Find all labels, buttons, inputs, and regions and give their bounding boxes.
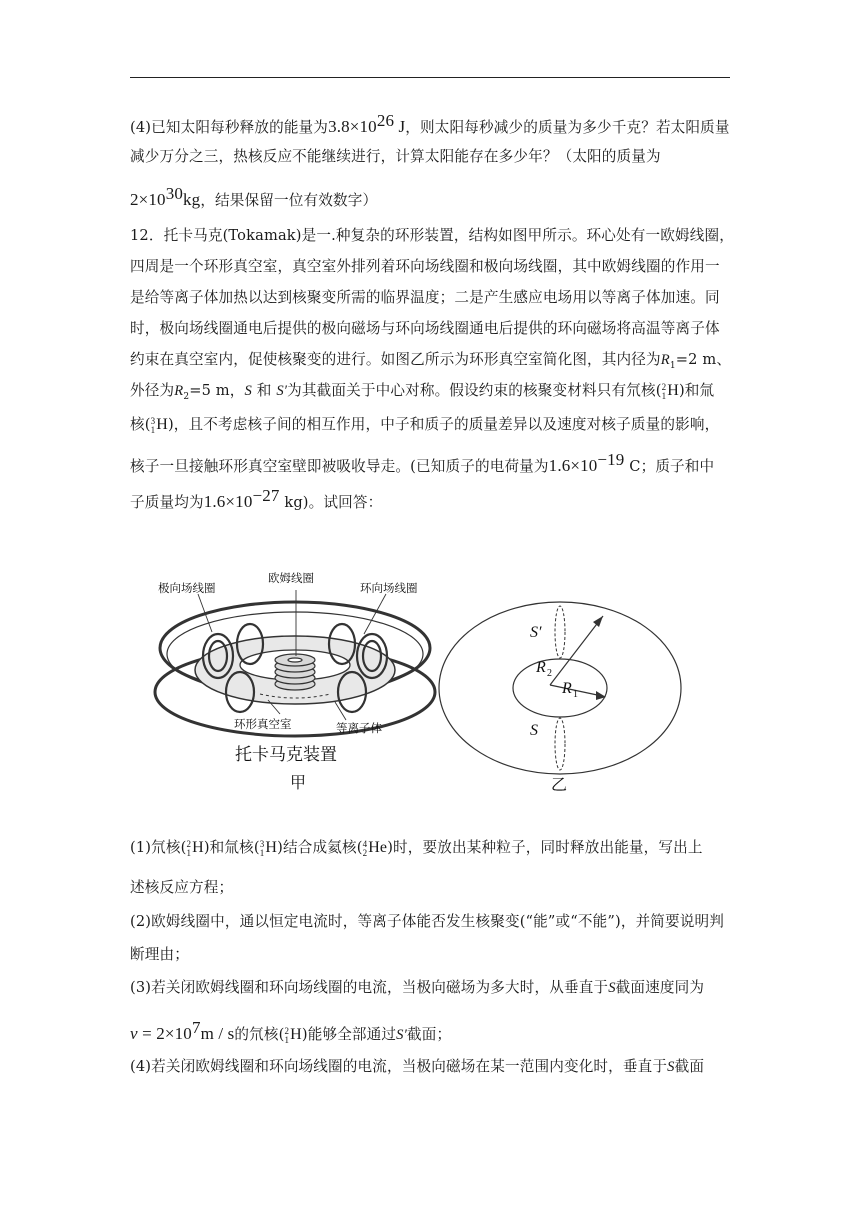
subq1-line1: (1)氘核( 2 1 H)和氚核( 3 1 H)结合成氦核( 4 2 He)时，要放出某种粒子，同时释放出能量，写出上	[130, 838, 703, 858]
deuterium-symbol: 2 1 H	[661, 381, 679, 401]
subq1-line2: 述核反应方程；	[130, 879, 234, 896]
inner-boundary	[513, 659, 607, 717]
q12-line9: 子质量均为$1.6\times 10^{-27}$ kg)。试回答：	[130, 486, 383, 511]
label-plasma: 等离子体	[336, 721, 382, 735]
tritium-symbol: 3 1 H	[150, 415, 168, 435]
svg-text:2: 2	[547, 668, 552, 679]
label-r2: R	[536, 659, 546, 676]
subq3-line2: $v = 2\times 10^7m / s$的氘核( 2 1 H)能够全部通过S′截面；	[130, 1018, 452, 1045]
ohm-coil	[275, 654, 315, 690]
subq2-line1: (2)欧姆线圈中，通以恒定电流时，等离子体能否发生核聚变(“能”或“不能”)，并简要说明判	[130, 913, 725, 930]
q12-line2: 四周是一个环形真空室，真空室外排列着环向场线圈和极向场线圈，其中欧姆线圈的作用一	[130, 258, 720, 275]
q12-line3: 是给等离子体加热以达到核聚变所需的临界温度；二是产生感应电场用以等离子体加速。同	[130, 289, 720, 306]
label-s: S	[530, 722, 538, 739]
section-s-prime	[555, 606, 565, 658]
label-vacuum-chamber: 环形真空室	[234, 717, 292, 731]
chamber-cross-section-figure	[430, 600, 690, 800]
svg-text:1: 1	[573, 689, 578, 700]
section-s	[555, 718, 565, 770]
subq4-line1: (4)若关闭欧姆线圈和环向场线圈的电流，当极向磁场在某一范围内变化时，垂直于S截面	[130, 1058, 705, 1075]
q12-line5: 约束在真空室内，促使核聚变的进行。如图乙所示为环形真空室简化图，其内径为$R_1=2$ m、	[130, 351, 732, 371]
header-rule	[130, 77, 730, 78]
q4-line2: 减少万分之三，热核反应不能继续进行，计算太阳能存在多少年？（太阳的质量为	[130, 148, 661, 165]
figure-caption: 托卡马克装置	[235, 745, 337, 765]
q12-line1: 12．托卡马克(Tokamak)是一.种复杂的环形装置，结构如图甲所示。环心处有一欧姆线圈，	[130, 227, 734, 244]
q12-line8: 核子一旦接触环形真空室壁即被吸收导走。(已知质子的电荷量为$1.6\times 10^{-19}$ C；质子和中	[130, 450, 715, 475]
q12-line6: 外径为$R_2=5$ m，S 和 S′为其截面关于中心对称。假设约束的核聚变材料只有氘核( 2 1 H)和氚	[130, 381, 715, 402]
subq2-line2: 断理由；	[130, 946, 189, 963]
q4-line1: (4)已知太阳每秒释放的能量为$3.8\times 10^{26}$ J，则太阳每秒减少的质量为多少千克？若太阳质量	[130, 111, 730, 136]
label-toroidal-coil: 环向场线圈	[360, 581, 418, 595]
label-poloidal-coil: 极向场线圈	[158, 581, 216, 595]
tokamak-device-figure	[150, 560, 440, 800]
figure-yi-label: 乙	[551, 775, 568, 794]
radius-r2-arrow	[550, 616, 603, 685]
q12-line4: 时，极向场线圈通电后提供的极向磁场与环向场线圈通电后提供的环向磁场将高温等离子体	[130, 320, 720, 337]
outer-boundary	[439, 602, 681, 774]
subq3-line1: (3)若关闭欧姆线圈和环向场线圈的电流，当极向磁场为多大时，从垂直于S截面速度同为	[130, 979, 705, 996]
q12-line7: 核( 3 1 H)，且不考虑核子间的相互作用，中子和质子的质量差异以及速度对核子质量的影响，	[130, 415, 720, 435]
figure-jia-label: 甲	[290, 773, 307, 792]
label-r1: R	[562, 680, 572, 697]
label-ohm-coil: 欧姆线圈	[268, 571, 314, 585]
q4-line3: $2\times 10^{30}kg$，结果保留一位有效数字）	[130, 184, 378, 209]
label-s-prime: S′	[530, 624, 542, 641]
